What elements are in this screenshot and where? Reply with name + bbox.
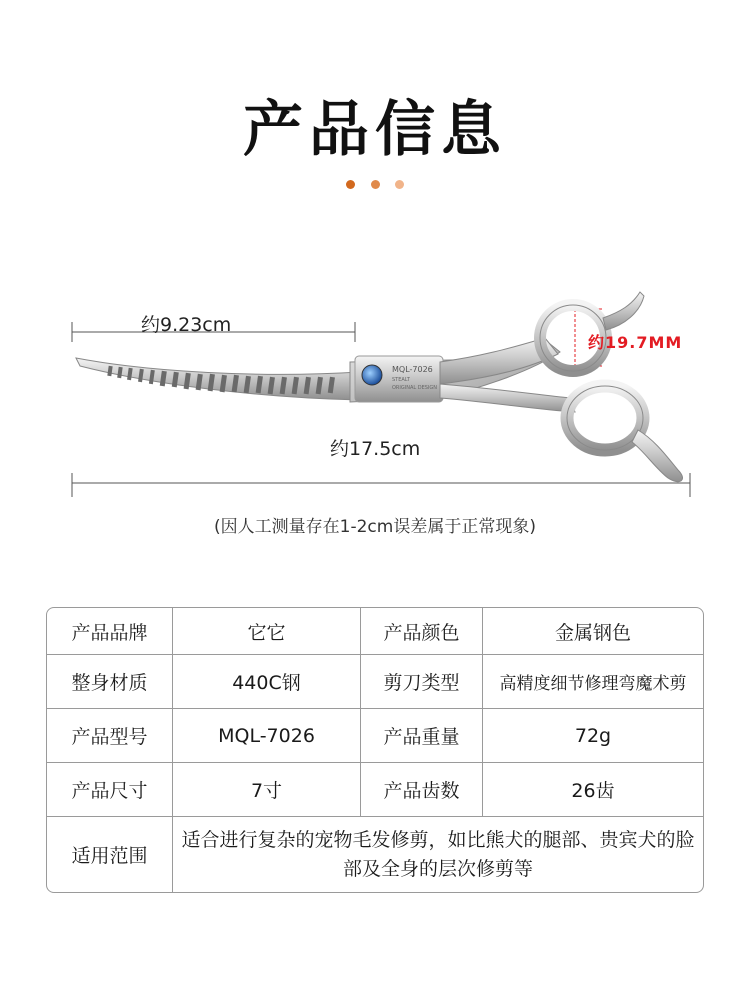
spec-label: 产品型号 — [47, 709, 173, 763]
ring-diameter-label: 约19.7MM — [588, 333, 683, 352]
engraving-model: MQL-7026 — [392, 365, 433, 374]
total-length-label: 约17.5cm — [330, 438, 421, 460]
page-title: 产品信息 — [243, 95, 507, 165]
svg-text:STEALT: STEALT — [392, 377, 410, 383]
spec-label: 剪刀类型 — [361, 655, 483, 709]
spec-label: 产品颜色 — [361, 608, 483, 655]
spec-value: 7寸 — [173, 763, 361, 817]
dot-3 — [395, 180, 404, 189]
spec-value: 金属钢色 — [483, 608, 703, 655]
spec-label: 产品重量 — [361, 709, 483, 763]
table-row — [47, 709, 703, 763]
scissors-illustration — [0, 270, 750, 520]
usage-text: 适合进行复杂的宠物毛发修剪，如比熊犬的腿部、贵宾犬的脸部及全身的层次修剪等 — [181, 828, 695, 880]
spec-value: 26齿 — [483, 763, 703, 817]
spec-label: 整身材质 — [47, 655, 173, 709]
spec-label: 产品品牌 — [47, 608, 173, 655]
blade-length-label: 约9.23cm — [141, 314, 232, 336]
svg-text:ORIGINAL DESIGN: ORIGINAL DESIGN — [392, 385, 438, 391]
spec-value: 它它 — [173, 608, 361, 655]
spec-value: MQL-7026 — [173, 709, 361, 763]
product-image-area — [0, 270, 750, 520]
table-row — [47, 817, 703, 892]
spec-value: 高精度细节修理弯魔术剪 — [483, 655, 703, 709]
spec-label: 适用范围 — [47, 817, 173, 892]
spec-value: 440C钢 — [173, 655, 361, 709]
spec-label: 产品齿数 — [361, 763, 483, 817]
decorative-dots — [0, 174, 750, 193]
table-row — [47, 655, 703, 709]
pivot-screw-icon — [362, 365, 382, 385]
dot-1 — [346, 180, 355, 189]
spec-table — [46, 607, 704, 893]
dot-2 — [371, 180, 380, 189]
spec-value: 72g — [483, 709, 703, 763]
table-row — [47, 608, 703, 655]
measurement-note: (因人工测量存在1-2cm误差属于正常现象) — [214, 517, 536, 537]
table-row — [47, 763, 703, 817]
spec-label: 产品尺寸 — [47, 763, 173, 817]
